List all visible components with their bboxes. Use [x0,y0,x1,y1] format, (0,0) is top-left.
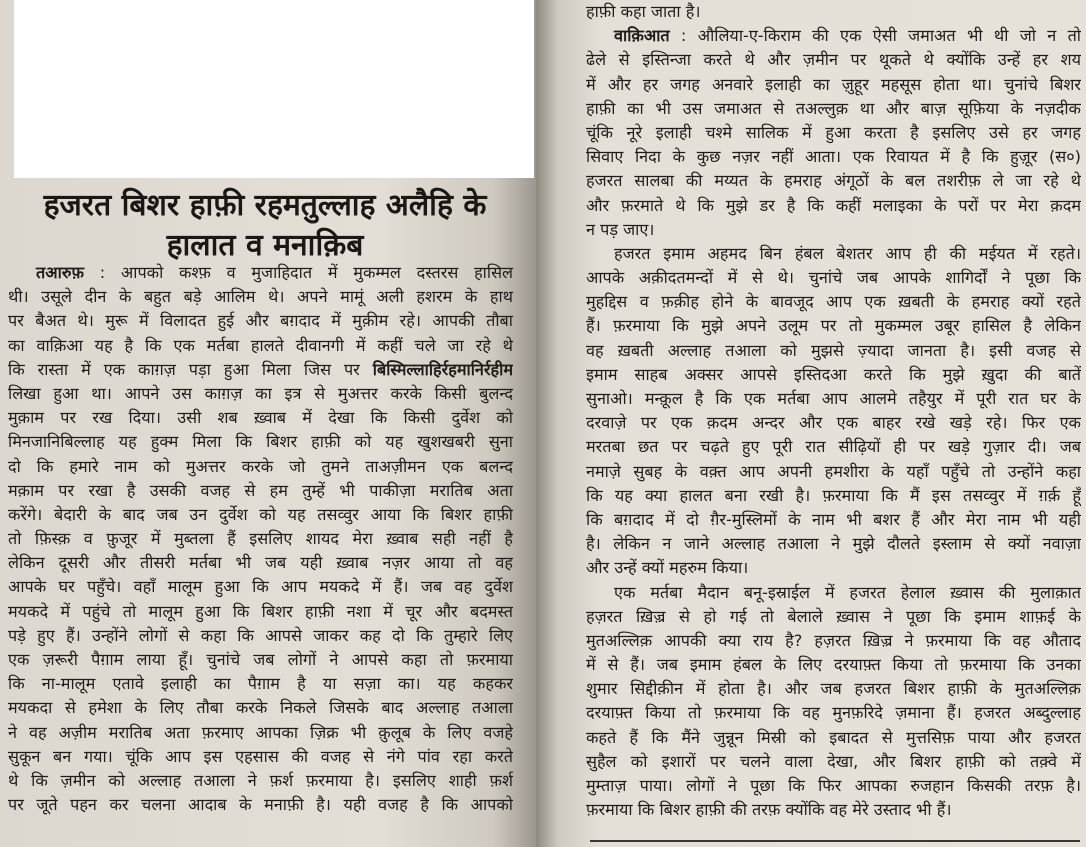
text-line [8,745,513,769]
text-line [8,648,513,672]
text-line [586,339,1081,363]
line-text: कि ना-मालूम एतावे इलाही का पैग़ाम है या सज़ा का। यह कहकर [8,674,513,694]
text-line [586,266,1081,290]
text-line [586,605,1081,629]
line-text: थी। उसूले दीन के बहुत बड़े आलिम थे। अपने मामूं अली हशरम के हाथ [8,287,513,307]
line-text: पड़े हुए हैं। उन्होंने लोगों से कहा कि आपसे जाकर कह दो कि तुम्हारे लिए [8,625,513,645]
line-text: हजरत सालबा की मय्यत के हमराह अंगूठों के बल तशरीफ़ ले जा रहे थे [586,171,1081,191]
line-text: है। लेकिन न जाने अल्लाह तआला ने मुझे दौलते इस्लाम से क्यों नवाज़ा [586,534,1081,554]
line-text: सुनाओ। मन्क़ूल है कि एक मर्तबा आप आलमे तहैयुर में पूरी रात घर के [586,389,1081,408]
text-line [586,701,1081,725]
line-text: वह ख़बती अल्लाह तआला को मुझसे ज़्यादा जानता है। इसी वजह से [586,340,1081,360]
line-text: तो फ़िस्क़ व फ़ुजूर में मुब्तला हैं इसलिए शायद मेरा ख़्वाब सही नहीं है [8,529,513,549]
line-text: मयकदा से हमेशा के लिए तौबा करके निकले जिसके बाद अल्लाह तआला [8,698,513,718]
line-text: फ़रमाया कि बिशर हाफ़ी की तरफ़ क्योंकि वह मेरे उस्ताद भी हैं। [586,800,952,820]
text-line [586,145,1081,169]
line-text: इमाम साहब अक्सर आपसे इस्तिदआ करते कि मुझे ख़ुदा की बातें [586,364,1081,384]
line-text: मुक़ाम पर रख दिया। उसी शब ख़्वाब में देखा कि किसी दुर्वेश को [8,408,513,428]
bottom-rule [590,840,1080,842]
line-text: दरयाफ़्त किया तो फ़रमाया कि वह मुनफ़रिदे ज़माना हैं। हजरत अब्दुल्लाह [586,703,1081,723]
line-text: मरतबा छत पर चढ़ते हुए पूरी रात सीढ़ियों ही पर खड़े गुज़ार दी। जब [586,437,1081,457]
line-text: पर बैअत थे। मुरू में विलादत हुई और बग़दाद में मुक़ीम रहे। आपकी तौबा [8,311,513,331]
bismillah-phrase: बिस्मिल्लाहिर्रहमानिर्रहीम [372,359,513,379]
text-line [586,460,1081,484]
text-line [8,334,513,358]
line-text: लेकिन दूसरी और तीसरी मर्तबा भी जब यही ख़्वाब नज़र आया तो वह [8,553,513,573]
line-text: न पड़ जाए। [586,219,655,239]
line-text: लिखा हुआ था। आपने उस काग़ज़ का इत्र से मुअत्तर करके किसी बुलन्द [8,383,513,403]
text-line [586,726,1081,750]
text-line [586,194,1081,218]
text-line [8,382,513,406]
text-line [586,556,1081,580]
text-line [586,73,1081,97]
text-line [586,508,1081,532]
right-body-text [586,0,1081,822]
line-text: एक मर्तबा मैदान बनू-इस्राईल में हजरत हेलाल ख़्वास की मुलाक़ात [614,582,1081,602]
text-line [8,721,513,745]
text-line [8,503,513,527]
text-line [586,0,1081,24]
text-line [8,551,513,575]
line-text: कि रास्ता में एक काग़ज़ पड़ा हुआ मिला जिस पर [8,359,360,379]
text-line [8,479,513,503]
section-label-waqiat: वाक़िआत [614,26,670,46]
line-text: दो कि हमारे नाम को मुअत्तर करके जो तुमने ताअज़ीमन एक बलन्द [8,456,513,476]
text-line [8,793,513,817]
line-text: कहते हैं कि मैंने जुन्नून मिस्री को इबादत से मुत्तसिफ़ पाया और हजरत [586,727,1081,747]
text-line [8,285,513,309]
text-line [8,309,513,333]
text-line [8,261,513,285]
line-text: हैं। फ़रमाया कि मुझे अपने उलूम पर तो मुकम्मल उबूर हासिल है लेकिन [586,316,1081,336]
text-line [586,48,1081,72]
text-line [586,629,1081,653]
line-text: नमाज़े सुबह के वक़्त आप अपनी हमशीरा के यहाँ पहुँचे तो उन्होंने कहा [586,461,1081,481]
text-line [586,314,1081,338]
text-line [586,242,1081,266]
text-line [586,653,1081,677]
line-text: ढेले से इस्तिन्जा करते थे और ज़मीन पर थूकते थे क्योंकि उन्हें हर शय [586,50,1081,70]
line-text: : औलिया-ए-किराम की एक ऐसी जमाअत भी थी जो न तो [669,26,1081,46]
text-line [8,527,513,551]
text-line [586,798,1081,822]
line-text: पर जूते पहन कर चलना आदाब के मनाफ़ी है। यही वजह है कि आपको [8,795,513,815]
text-line [8,769,513,793]
text-line [8,455,513,479]
text-line [586,24,1081,48]
line-text: : आपको कश्फ़ व मुजाहिदात में मुकम्मल दस्तरस हासिल [83,263,513,282]
text-line [586,581,1081,605]
text-line [586,97,1081,121]
text-line [8,624,513,648]
line-text: करेंगे। बेदारी के बाद जब उन दुर्वेश को यह तसव्वुर आया कि बिशर हाफ़ी [8,504,513,524]
text-line [586,387,1081,411]
text-line [586,218,1081,242]
line-text: हाफ़ी का भी उस जमाअत से तअल्लुक़ था और बाज़ सूफ़िया के नज़दीक [586,98,1081,118]
line-text: कि बग़दाद में दो ग़ैर-मुस्लिमों के नाम भी बशर हैं और मेरा नाम भी यही [586,509,1081,529]
text-line [586,290,1081,314]
line-text: मयकदे में पहुंचे तो मालूम हुआ कि बिशर हाफ़ी नशा में चूर और बदमस्त [8,601,513,621]
line-text: हज़रत ख़िज़्र से हो गई तो बेलाले ख़्वास ने पूछा कि इमाम शाफ़ई के [586,606,1081,626]
line-text: हजरत इमाम अहमद बिन हंबल बेशतर आप ही की मईयत में रहते। [614,243,1081,263]
line-text: का वाक़िआ यह है कि एक मर्तबा हालते दीवानगी में कहीं चले जा रहे थे [8,335,513,355]
text-line [8,696,513,720]
line-text: थे कि ज़मीन को अल्लाह तआला ने फ़र्श फ़रमाया है। इसलिए शाही फ़र्श [8,770,513,790]
line-text: और फ़रमाते थे कि मुझे डर है कि कहीं मलाइका के परों पर मेरा क़दम [586,195,1081,215]
line-text: मक़ाम पर रखा है उसकी वजह से हम तुम्हें भी पाकीज़ा मरातिब अता [8,480,513,500]
text-line [8,358,513,382]
chapter-title-line-1: हजरत बिशर हाफ़ी रहमतुल्लाह अलैहि के [43,188,487,223]
left-body-text [8,261,513,817]
text-line [586,121,1081,145]
line-text: सुकून बन गया। चूंकि आप इस एहसास की वजह से नंगे पांव रहा करते [8,746,513,766]
line-text: मुतअल्लिक़ आपकी क्या राय है? हज़रत ख़िज़्र ने फ़रमाया कि वह औताद [586,630,1081,650]
text-line [8,672,513,696]
text-line [586,677,1081,701]
line-text: एक ज़रूरी पैग़ाम लाया हूँ। चुनांचे जब लोगों ने आपसे कहा तो फ़रमाया [8,650,513,669]
line-text: कि यह क्या हालत बना रखी है। फ़रमाया कि मैं इस तसव्वुर में ग़र्क़ हूँ [586,485,1081,505]
text-line [8,575,513,599]
section-label-taaruf: तआरुफ़ [36,263,84,282]
line-text: शुमार सिद्दीक़ीन में होता है। और जब हजरत बिशर हाफ़ी के मुतअल्लिक़ [586,679,1081,699]
text-line [586,750,1081,774]
text-line [586,774,1081,798]
text-line [586,435,1081,459]
text-line [586,411,1081,435]
line-text: चूंकि नूरे इलाही चश्मे सालिक में हुआ करता है इसलिए उसे हर जगह [586,122,1081,142]
line-text: मिनजानिबिल्लाह यह हुक्म मिला कि बिशर हाफ़ी को यह खुशखबरी सुना [8,432,513,452]
line-text: और उन्हें क्यों महरुम किया। [586,558,749,578]
line-text: सुहैल को इशारों पर चलने वाला देखा, और बिशर हाफ़ी को तक़्वे में [586,751,1081,771]
text-line [8,406,513,430]
text-line [8,600,513,624]
text-line [586,532,1081,556]
line-text: आपके अक़ीदतमन्दों में से थे। चुनांचे जब आपके शागिर्दों ने पूछा कि [586,268,1081,288]
text-line [8,430,513,454]
line-text: आपके घर पहुँचे। वहाँ मालूम हुआ कि आप मयकदे में हैं। जब वह दुर्वेश [8,577,513,597]
line-text: मुम्ताज़ पाया। लोगों ने पूछा कि फिर आपका रुजहान किसकी तरफ़ है। [586,776,1081,795]
line-text: दरवाज़े पर एक क़दम अन्दर और एक बाहर रखे खड़े रहे। फिर एक [586,413,1081,433]
line-text: सिवाए निदा के कुछ नज़र नहीं आता। एक रिवायत में है कि हुज़ूर (स०) [586,147,1081,167]
chapter-title [20,186,510,266]
line-text: में और हर जगह अनवारे इलाही का ज़ुहूर महसूस होता था। चुनांचे बिशर [586,74,1081,94]
text-line [586,169,1081,193]
chapter-title-line-2: हालात व मनाक़िब [166,228,364,263]
blank-white-area [14,0,534,178]
line-text: ने वह अज़ीम मरातिब अता फ़रमाए आपका ज़िक्र भी क़ुलूब के लिए वजहे [8,722,513,742]
line-text: में से हैं। जब इमाम हंबल के लिए दरयाफ़्त किया तो फ़रमाया कि उनका [586,655,1081,675]
text-line [586,363,1081,387]
line-text: मुहद्दिस व फ़क़ीह होने के बावजूद आप एक ख़बती के हमराह क्यों रहते [586,292,1081,312]
line-text: हाफ़ी कहा जाता है। [586,2,701,21]
text-line [586,484,1081,508]
